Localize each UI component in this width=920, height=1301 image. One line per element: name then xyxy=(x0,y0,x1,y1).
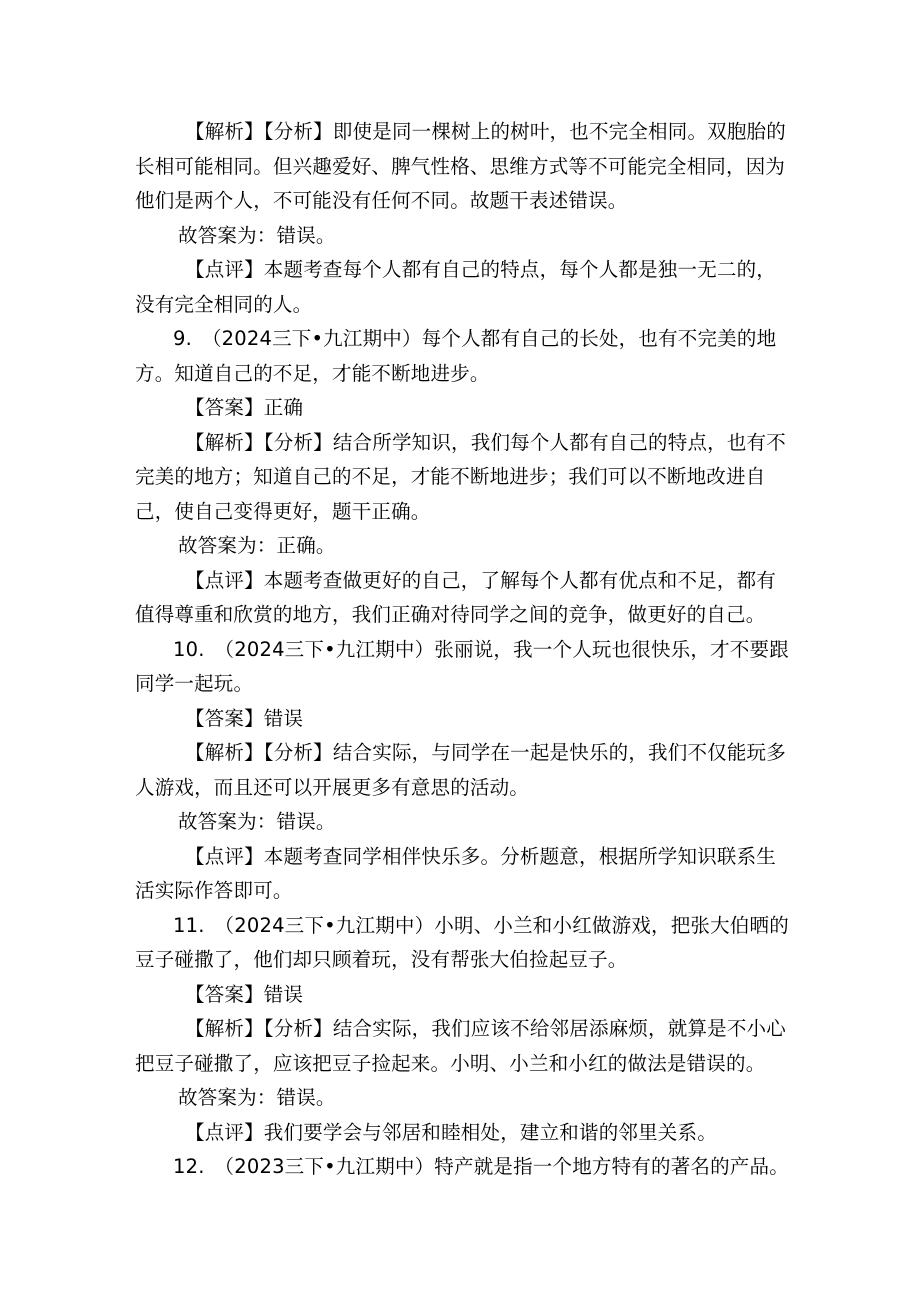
final-answer-line: 故答案为：错误。 xyxy=(178,223,336,247)
comment-paragraph: 【点评】本题考查同学相伴快乐多。分析题意，根据所学知识联系生活实际作答即可。 xyxy=(135,844,777,902)
comment-paragraph: 【点评】我们要学会与邻居和睦相处，建立和谐的邻里关系。 xyxy=(185,1120,717,1144)
question-12: 12. （2023三下•九江期中）特产就是指一个地方特有的著名的产品。 xyxy=(173,1155,789,1178)
analysis-paragraph: 【解析】【分析】结合实际，与同学在一起是快乐的，我们不仅能玩多人游戏，而且还可以开展更多有意思的活动。 xyxy=(135,741,786,799)
analysis-paragraph: 【解析】【分析】即使是同一棵树上的树叶，也不完全相同。双胞胎的长相可能相同。但兴趣爱好、脾气性格、思维方式等不可能完全相同，因为他们是两个人，不可能没有任何不同。故题干表述错误。 xyxy=(135,120,786,212)
question-11: 11. （2024三下•九江期中）小明、小兰和小红做游戏，把张大伯晒的豆子碰撒了，他们却只顾着玩，没有帮张大伯捡起豆子。 xyxy=(135,913,789,971)
analysis-paragraph: 【解析】【分析】结合所学知识，我们每个人都有自己的特点，也有不完美的地方；知道自己的不足，才能不断地进步；我们可以不断地改进自己，使自己变得更好，题干正确。 xyxy=(135,430,786,523)
comment-paragraph: 【点评】本题考查做更好的自己，了解每个人都有优点和不足，都有值得尊重和欣赏的地方，我们正确对待同学之间的竞争，做更好的自己。 xyxy=(135,568,777,626)
answer-line: 【答案】正确 xyxy=(185,396,304,419)
analysis-paragraph: 【解析】【分析】结合实际，我们应该不给邻居添麻烦，就算是不小心把豆子碰撒了，应该把豆子捡起来。小明、小兰和小红的做法是错误的。 xyxy=(135,1017,786,1075)
final-answer-line: 故答案为：正确。 xyxy=(178,534,336,557)
document-body xyxy=(135,115,795,1185)
final-answer-line: 故答案为：错误。 xyxy=(178,810,336,833)
comment-paragraph: 【点评】本题考查每个人都有自己的特点，每个人都是独一无二的，没有完全相同的人。 xyxy=(135,258,777,316)
answer-line: 【答案】错误 xyxy=(185,706,304,730)
question-9: 9. （2024三下•九江期中）每个人都有自己的长处，也有不完美的地方。知道自己的不足，才能不断地进步。 xyxy=(135,327,777,385)
final-answer-line: 故答案为：错误。 xyxy=(178,1086,336,1109)
answer-line: 【答案】错误 xyxy=(185,982,304,1006)
question-10: 10. （2024三下•九江期中）张丽说，我一个人玩也很快乐，才不要跟同学一起玩。 xyxy=(135,637,789,695)
